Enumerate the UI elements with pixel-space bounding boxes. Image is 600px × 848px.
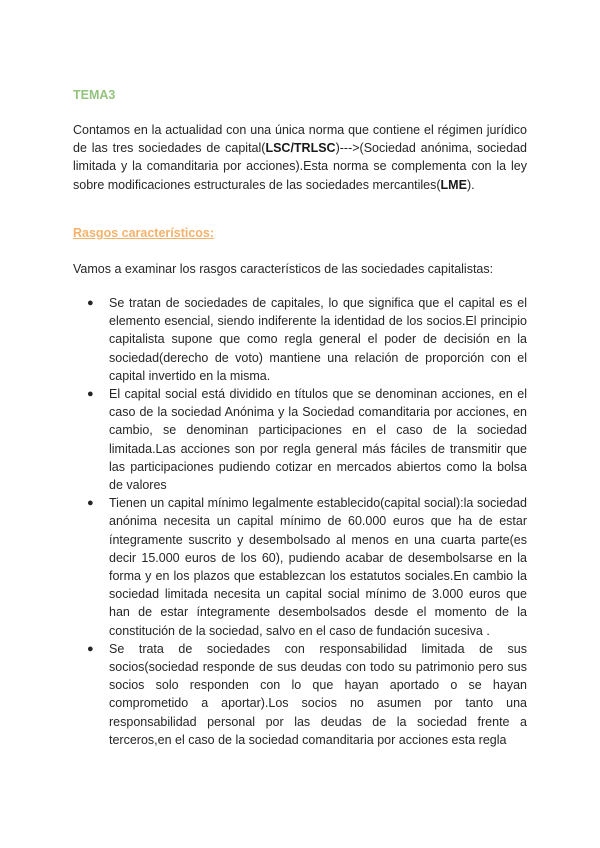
bullet-icon: ● xyxy=(87,388,94,401)
list-item xyxy=(73,385,527,494)
section-subheading: Rasgos característicos: xyxy=(73,226,215,240)
list-item-text: Se trata de sociedades con responsabilidad limitada de sus socios(sociedad responde de sus deudas con todo su patrimonio pero sus socios solo responden con lo que hayan aportado o se hayan comprometido a aportar).Los socios no asumen por tanto una responsabilidad personal por las deudas de la sociedad frente a terceros,en el caso de la sociedad comanditaria por acciones esta regla xyxy=(109,641,527,747)
list-item xyxy=(73,494,527,640)
intro-bold-lsc: LSC/TRLSC xyxy=(265,141,336,156)
intro-paragraph xyxy=(73,121,527,194)
bullet-icon: ● xyxy=(87,497,94,510)
list-item-text: Tienen un capital mínimo legalmente establecido(capital social):la sociedad anónima necesita un capital mínimo de 60.000 euros que ha de estar íntegramente suscrito y desembolsado al menos en una cuarta parte(es decir 15.000 euros de los 60), pudiendo acabar de desembolsarse en la forma y en los plazos que establezcan los estatutos sociales.En cambio la sociedad limitada necesita un capital social mínimo de 3.000 euros que han de estar íntegramente desembolsados desde el momento de la constitución de la sociedad, salvo en el caso de fundación sucesiva . xyxy=(109,496,527,638)
list-item-text: Se tratan de sociedades de capitales, lo que significa que el capital es el elemento esencial, siendo indiferente la identidad de los socios.El principio capitalista supone que como regla general el poder de decisión en la sociedad(derecho de voto) mantiene una relación de proporción con el capital invertido en la misma. xyxy=(109,296,527,383)
list-item-text: El capital social está dividido en títulos que se denominan acciones, en el caso de la sociedad Anónima y la Sociedad comanditaria por acciones, en cambio, se denominan participaciones en el caso de la sociedad limitada.Las acciones son por regla general más fáciles de transmitir que las participaciones pudiendo cotizar en mercados abiertos como la bolsa de valores xyxy=(109,387,527,493)
document-heading: TEMA3 xyxy=(73,88,116,102)
list-item xyxy=(73,294,527,385)
intro-text-1: Contamos en la actualidad con una única norma que contiene el régimen jurídico de las tres sociedades de capital( xyxy=(73,123,527,156)
intro-bold-lme: LME xyxy=(440,177,467,192)
list-item xyxy=(73,640,527,749)
intro-text-3: ). xyxy=(466,177,475,192)
bullet-icon: ● xyxy=(87,642,94,655)
bullet-icon: ● xyxy=(87,297,94,309)
lead-paragraph: Vamos a examinar los rasgos característicos de las sociedades capitalistas: xyxy=(73,262,494,276)
characteristics-list xyxy=(73,294,527,749)
intro-text-2: )--->(Sociedad anónima, sociedad limitada y la comanditaria por acciones).Esta norma se complementa con la ley sobre modificaciones estructurales de las sociedades mercantiles( xyxy=(73,141,527,192)
